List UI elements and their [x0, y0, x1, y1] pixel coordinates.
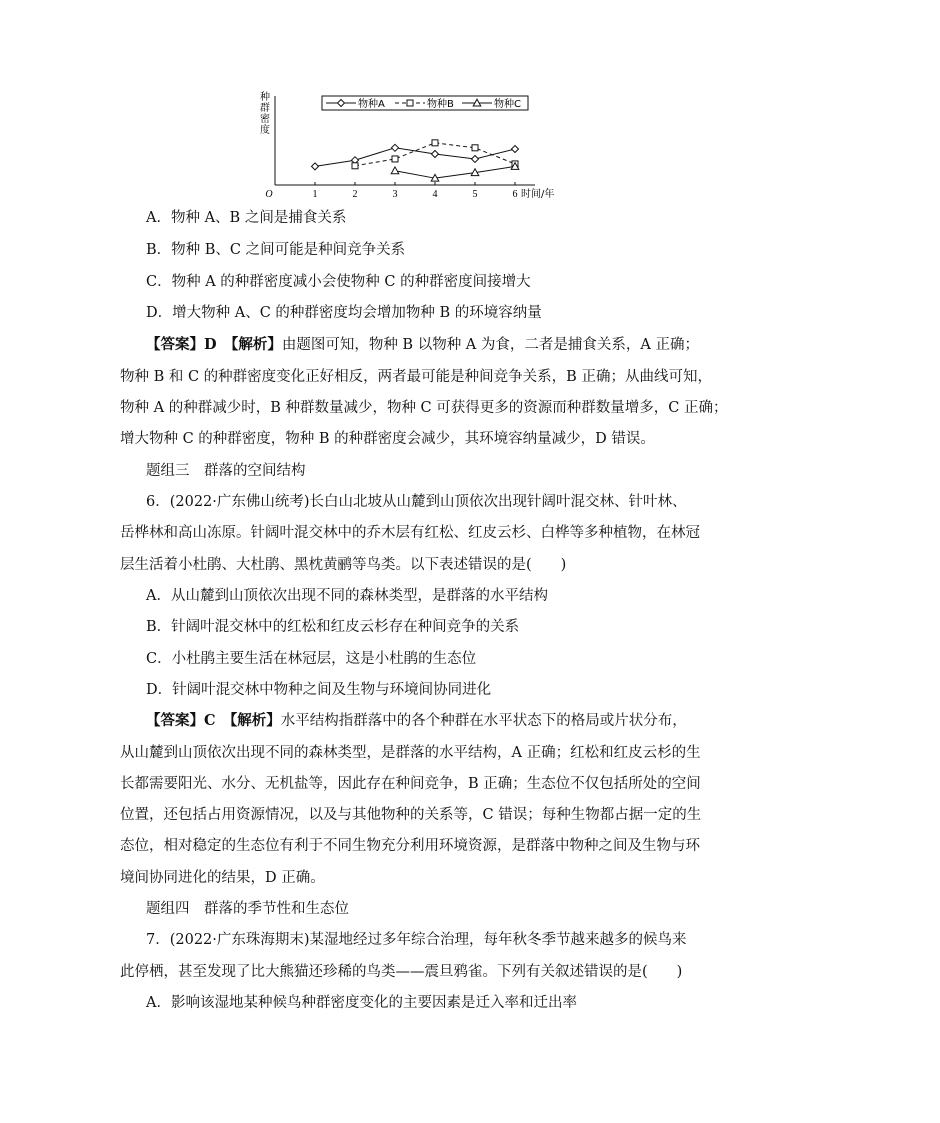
- q6-analysis-line: 长都需要阳光、水分、无机盐等，因此存在种间竞争，B 正确；生态位不仅包括所处的空间: [120, 776, 701, 792]
- q5-analysis-text: 由题图可知，物种 B 以物种 A 为食，二者是捕食关系，A 正确；: [281, 337, 699, 353]
- q5-option-c: C．物种 A 的种群密度减小会使物种 C 的种群密度间接增大: [146, 274, 531, 290]
- data-point-triangle: [391, 167, 399, 174]
- q6-stem-line: 6．(2022·广东佛山统考)长白山北坡从山麓到山顶依次出现针阔叶混交林、针叶林、: [146, 494, 687, 510]
- q6-answer-line: [146, 709, 940, 730]
- origin-label: O: [265, 189, 273, 200]
- q5-answer-line: [146, 333, 940, 354]
- legend-label: 物种A: [358, 99, 385, 110]
- population-density-chart: [255, 92, 555, 202]
- series-line-3: [395, 166, 515, 178]
- chart-legend: [322, 96, 528, 110]
- q7-stem-line: 7．(2022·广东珠海期末)某湿地经过多年综合治理，每年秋冬季节越来越多的候鸟来: [146, 932, 687, 948]
- q6-stem-line: 岳桦林和高山冻原。针阔叶混交林中的乔木层有红松、红皮云杉、白桦等多种植物，在林冠: [120, 525, 700, 541]
- data-point-diamond: [432, 151, 439, 158]
- legend-label: 物种C: [494, 99, 521, 110]
- q6-analysis-line: 位置，还包括占用资源情况，以及与其他物种的关系等，C 错误；每种生物都占据一定的生: [120, 807, 702, 823]
- y-axis-label: 种群密度: [260, 92, 270, 136]
- q6-option-a: A．从山麓到山顶依次出现不同的森林类型，是群落的水平结构: [146, 588, 548, 604]
- x-tick-label: 5: [472, 189, 478, 200]
- group3-title: 题组三 群落的空间结构: [146, 463, 306, 479]
- data-point-square: [472, 145, 478, 151]
- q6-analysis-line: 境间协同进化的结果，D 正确。: [120, 870, 325, 886]
- x-tick-label: 6: [512, 189, 518, 200]
- q6-option-c: C．小杜鹃主要生活在林冠层，这是小杜鹃的生态位: [146, 651, 477, 667]
- q6-stem-line: 层生活着小杜鹃、大杜鹃、黑枕黄鹂等鸟类。以下表述错误的是( ): [120, 557, 567, 573]
- data-point-square: [407, 100, 413, 106]
- group4-title: 题组四 群落的季节性和生态位: [146, 901, 349, 917]
- series-line-1: [315, 148, 515, 167]
- x-axis-label: 时间/年: [521, 189, 555, 200]
- data-point-diamond: [312, 163, 319, 170]
- data-point-square: [352, 163, 358, 169]
- data-point-square: [392, 156, 398, 162]
- data-point-diamond: [512, 146, 519, 153]
- q6-analysis-tag: 【解析】: [230, 712, 281, 729]
- chart-series: [312, 140, 519, 181]
- q5-option-b: B．物种 B、C 之间可能是种间竞争关系: [146, 242, 406, 258]
- q5-analysis-line: 物种 B 和 C 的种群密度变化正好相反，两者最可能是种间竞争关系，B 正确；从曲线可知，: [120, 369, 712, 385]
- x-tick-label: 3: [392, 189, 398, 200]
- q5-analysis-line: 增大物种 C 的种群密度，物种 B 的种群密度会减少，其环境容纳量减少，D 错误。: [120, 431, 655, 447]
- q6-analysis-line: 态位，相对稳定的生态位有利于不同生物充分利用环境资源，是群落中物种之间及生物与环: [120, 838, 700, 854]
- q6-analysis-line: 从山麓到山顶依次出现不同的森林类型，是群落的水平结构，A 正确；红松和红皮云杉的生: [120, 745, 701, 761]
- q5-option-d: D．增大物种 A、C 的种群密度均会增加物种 B 的环境容纳量: [146, 305, 542, 321]
- q6-analysis-text: 水平结构指群落中的各个种群在水平状态下的格局或片状分布，: [280, 713, 687, 729]
- q5-option-a: A．物种 A、B 之间是捕食关系: [146, 210, 347, 226]
- q6-option-b: B．针阔叶混交林中的红松和红皮云杉存在种间竞争的关系: [146, 619, 520, 635]
- q6-answer-tag: 【答案】C: [146, 712, 216, 729]
- x-tick-label: 4: [432, 189, 438, 200]
- legend-label: 物种B: [427, 99, 454, 110]
- q5-analysis-line: 物种 A 的种群减少时，B 种群数量减少，物种 C 可获得更多的资源而种群数量增多，C 正确；: [120, 400, 728, 416]
- q7-stem-line: 此停栖，甚至发现了比大熊猫还珍稀的鸟类——震旦鸦雀。下列有关叙述错误的是( ): [120, 964, 683, 980]
- x-tick-label: 1: [312, 189, 318, 200]
- x-tick-label: 2: [352, 189, 358, 200]
- q7-option-a: A．影响该湿地某种候鸟种群密度变化的主要因素是迁入率和迁出率: [146, 995, 577, 1011]
- data-point-diamond: [472, 155, 479, 162]
- data-point-diamond: [392, 144, 399, 151]
- q6-option-d: D．针阔叶混交林中物种之间及生物与环境间协同进化: [146, 682, 492, 698]
- data-point-square: [432, 140, 438, 146]
- q5-answer-tag: 【答案】D: [146, 336, 217, 353]
- q5-analysis-tag: 【解析】: [231, 336, 282, 353]
